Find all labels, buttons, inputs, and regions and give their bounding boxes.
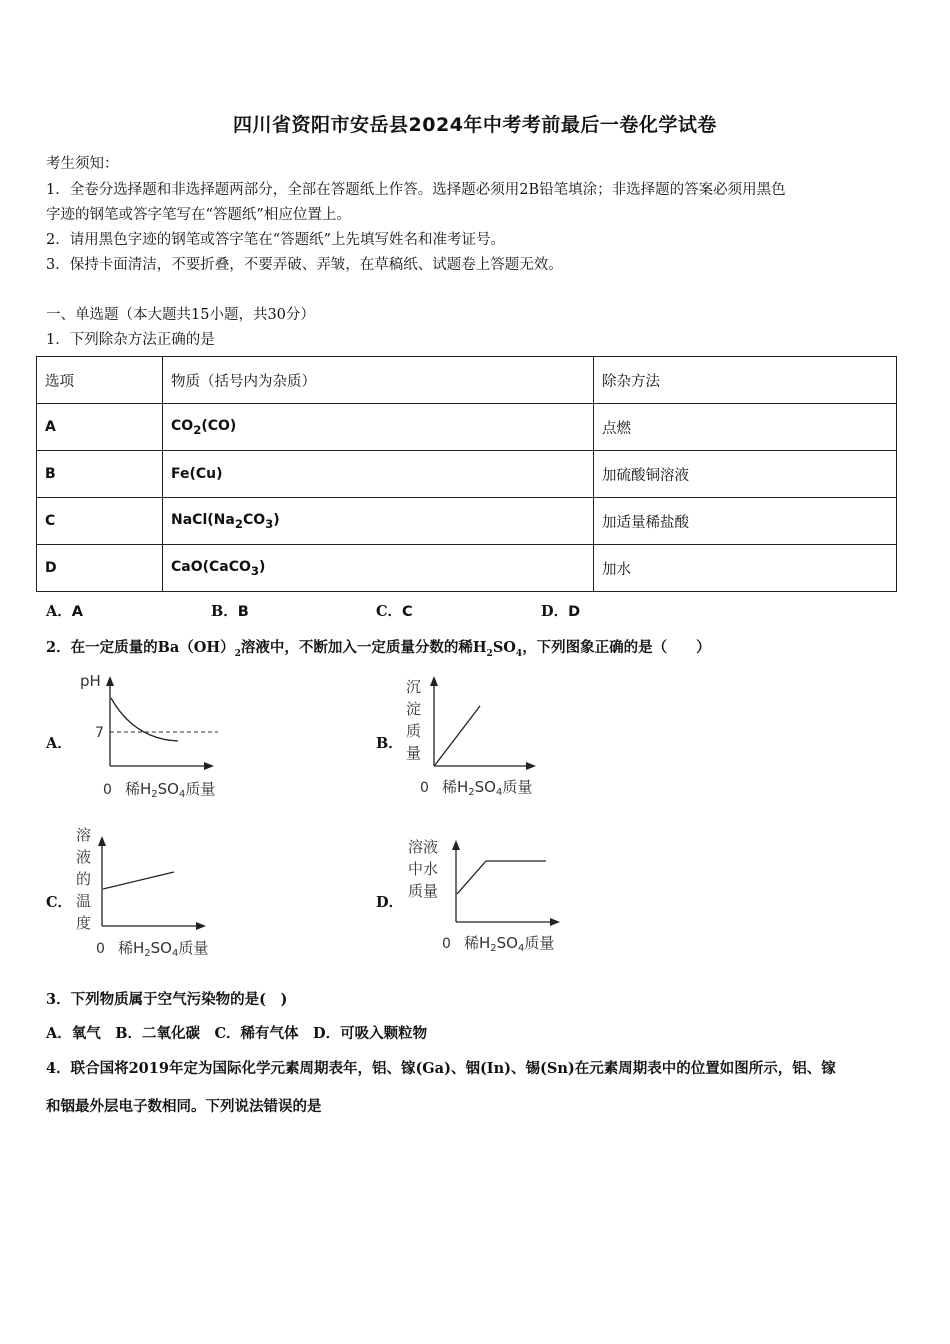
y-axis-label-char: 温 bbox=[76, 892, 92, 910]
y-axis-label-char: 量 bbox=[406, 744, 422, 762]
x-axis-arrow bbox=[196, 922, 206, 930]
option-cell: A bbox=[37, 404, 163, 451]
y-axis-label-char: 质 bbox=[406, 722, 422, 740]
stem-subscript: 2 bbox=[486, 648, 493, 659]
origin-label: 0 bbox=[103, 782, 112, 798]
table-row bbox=[37, 545, 897, 592]
choice-value: D bbox=[568, 604, 581, 620]
y-axis-label-char: 沉 bbox=[406, 678, 422, 696]
label-part: 质量 bbox=[185, 780, 216, 798]
section-heading: 一、单选题（本大题共15小题，共30分） bbox=[46, 307, 315, 323]
substance-cell bbox=[163, 545, 594, 592]
label-subscript: 4 bbox=[178, 789, 186, 800]
y-axis-label-char: 的 bbox=[76, 870, 92, 888]
method-cell: 加水 bbox=[594, 545, 897, 592]
q4-stem-line1: 4．联合国将2019年定为国际化学元素周期表年，铝、镓(Ga)、铟(In)、锡(Sn)在元素周期表中的位置如图所示，铝、镓 bbox=[46, 1060, 836, 1077]
label-part: SO bbox=[496, 934, 518, 952]
option-cell: C bbox=[37, 498, 163, 545]
method-cell: 加适量稀盐酸 bbox=[594, 498, 897, 545]
table-header-cell: 除杂方法 bbox=[594, 357, 897, 404]
label-subscript: 2 bbox=[468, 787, 475, 798]
q1-choice-c[interactable] bbox=[376, 600, 413, 621]
q1-choice-d[interactable] bbox=[541, 600, 580, 621]
label-subscript: 4 bbox=[495, 787, 503, 798]
q1-table bbox=[36, 356, 897, 592]
choice-value: B bbox=[237, 604, 249, 620]
x-axis-arrow bbox=[526, 762, 536, 770]
y-axis-label: pH bbox=[80, 672, 101, 690]
stem-text: SO bbox=[492, 639, 516, 656]
formula-text: ) bbox=[259, 558, 266, 575]
q1-choice-a[interactable] bbox=[46, 600, 83, 621]
choice-label: B． bbox=[211, 603, 238, 620]
label-part: 稀H bbox=[464, 934, 491, 952]
method-cell: 点燃 bbox=[594, 404, 897, 451]
label-subscript: 2 bbox=[151, 789, 158, 800]
origin-label: 0 bbox=[420, 780, 429, 796]
formula-text: ) bbox=[273, 511, 280, 528]
label-part: 稀H bbox=[442, 778, 469, 796]
graph-c[interactable] bbox=[72, 822, 232, 962]
q1-choice-b[interactable] bbox=[211, 600, 249, 621]
origin-label: 0 bbox=[442, 936, 451, 952]
label-part: SO bbox=[157, 780, 179, 798]
table-header-row bbox=[37, 357, 897, 404]
graph-b-label: B． bbox=[376, 735, 403, 752]
label-part: 稀H bbox=[118, 939, 145, 957]
substance-cell bbox=[163, 404, 594, 451]
notice-item-1-cont: 字迹的钢笔或答字笔写在“答题纸”相应位置上。 bbox=[46, 207, 351, 223]
notice-item-2: 2．请用黑色字迹的钢笔或答字笔在“答题纸”上先填写姓名和准考证号。 bbox=[46, 232, 506, 248]
table-row bbox=[37, 451, 897, 498]
graph-a-label: A． bbox=[46, 735, 72, 752]
label-part: 质量 bbox=[178, 939, 209, 957]
formula-text: CaO(CaCO bbox=[171, 558, 251, 575]
stem-text: ，下列图象正确的是（ ） bbox=[522, 639, 711, 656]
notice-heading: 考生须知： bbox=[46, 156, 119, 172]
x-axis-label bbox=[464, 934, 554, 954]
x-axis-arrow bbox=[550, 918, 560, 926]
formula-subscript: 3 bbox=[250, 563, 260, 578]
choice-label: A． bbox=[46, 603, 72, 620]
option-cell: D bbox=[37, 545, 163, 592]
y-axis-label-line: 质量 bbox=[408, 882, 439, 900]
label-part: SO bbox=[150, 939, 172, 957]
formula-text: (CO) bbox=[201, 417, 237, 434]
stem-subscript: 4 bbox=[515, 648, 523, 659]
option-cell: B bbox=[37, 451, 163, 498]
x-axis-label bbox=[118, 939, 208, 959]
x-axis-arrow bbox=[204, 762, 214, 770]
y-axis-label-char: 度 bbox=[76, 914, 92, 932]
x-axis-label bbox=[442, 778, 532, 798]
y-axis-label-char: 溶 bbox=[76, 826, 92, 844]
y-axis-label-line: 溶液 bbox=[408, 838, 439, 856]
method-cell: 加硫酸铜溶液 bbox=[594, 451, 897, 498]
label-part: 质量 bbox=[524, 934, 555, 952]
ph-curve bbox=[111, 698, 178, 741]
label-subscript: 2 bbox=[490, 943, 497, 954]
water-mass-line bbox=[457, 861, 546, 894]
substance-cell: Fe(Cu) bbox=[163, 451, 594, 498]
stem-text: 2．在一定质量的Ba（OH） bbox=[46, 639, 235, 656]
formula-text: CO bbox=[242, 511, 266, 528]
graph-d[interactable] bbox=[404, 830, 574, 960]
table-row bbox=[37, 498, 897, 545]
y-axis-arrow bbox=[430, 676, 438, 686]
table-header-cell: 物质（括号内为杂质） bbox=[163, 357, 594, 404]
stem-subscript: 2 bbox=[234, 648, 241, 659]
graph-d-label: D． bbox=[376, 894, 404, 911]
label-subscript: 2 bbox=[144, 948, 151, 959]
substance-cell bbox=[163, 498, 594, 545]
label-subscript: 4 bbox=[517, 943, 525, 954]
temperature-line bbox=[103, 872, 174, 889]
label-part: 稀H bbox=[125, 780, 152, 798]
y-axis-arrow bbox=[452, 840, 460, 850]
precipitate-line bbox=[435, 706, 480, 765]
x-axis-label bbox=[125, 780, 215, 800]
formula-text: NaCl(Na bbox=[171, 511, 235, 528]
y-axis-arrow bbox=[106, 676, 114, 686]
choice-label: D． bbox=[541, 603, 569, 620]
choice-label: C． bbox=[376, 603, 403, 620]
origin-label: 0 bbox=[96, 941, 105, 957]
q3-choices[interactable]: A．氧气 B．二氧化碳 C．稀有气体 D．可吸入颗粒物 bbox=[46, 1025, 428, 1042]
q3-stem: 3．下列物质属于空气污染物的是( ) bbox=[46, 991, 288, 1008]
graph-a[interactable] bbox=[70, 668, 240, 803]
graph-c-label: C． bbox=[46, 894, 73, 911]
formula-subscript: 3 bbox=[265, 516, 274, 531]
label-subscript: 4 bbox=[171, 948, 179, 959]
tick-label: 7 bbox=[95, 725, 104, 741]
formula-subscript: 2 bbox=[234, 516, 243, 531]
y-axis-label-line: 中水 bbox=[408, 860, 439, 878]
choice-value: C bbox=[402, 604, 413, 620]
notice-item-1: 1．全卷分选择题和非选择题两部分，全部在答题纸上作答。选择题必须用2B铅笔填涂；非选择题的答案必须用黑色 bbox=[46, 182, 786, 198]
table-row bbox=[37, 404, 897, 451]
label-part: SO bbox=[474, 778, 496, 796]
y-axis-label-char: 液 bbox=[76, 848, 92, 866]
q4-stem-line2: 和铟最外层电子数相同。下列说法错误的是 bbox=[46, 1098, 322, 1115]
y-axis-label-char: 淀 bbox=[406, 700, 422, 718]
graph-b[interactable] bbox=[400, 670, 560, 805]
y-axis-arrow bbox=[98, 836, 106, 846]
table-header-cell: 选项 bbox=[37, 357, 163, 404]
label-part: 质量 bbox=[502, 778, 533, 796]
formula-text: CO bbox=[171, 417, 194, 434]
exam-title: 四川省资阳市安岳县2024年中考考前最后一卷化学试卷 bbox=[233, 114, 717, 136]
q2-stem bbox=[46, 636, 711, 659]
stem-text: 溶液中，不断加入一定质量分数的稀H bbox=[240, 639, 487, 656]
q1-stem: 1．下列除杂方法正确的是 bbox=[46, 332, 215, 348]
choice-value: A bbox=[71, 604, 83, 620]
notice-item-3: 3．保持卡面清洁，不要折叠，不要弄破、弄皱，在草稿纸、试题卷上答题无效。 bbox=[46, 257, 563, 273]
formula-subscript: 2 bbox=[193, 422, 202, 437]
